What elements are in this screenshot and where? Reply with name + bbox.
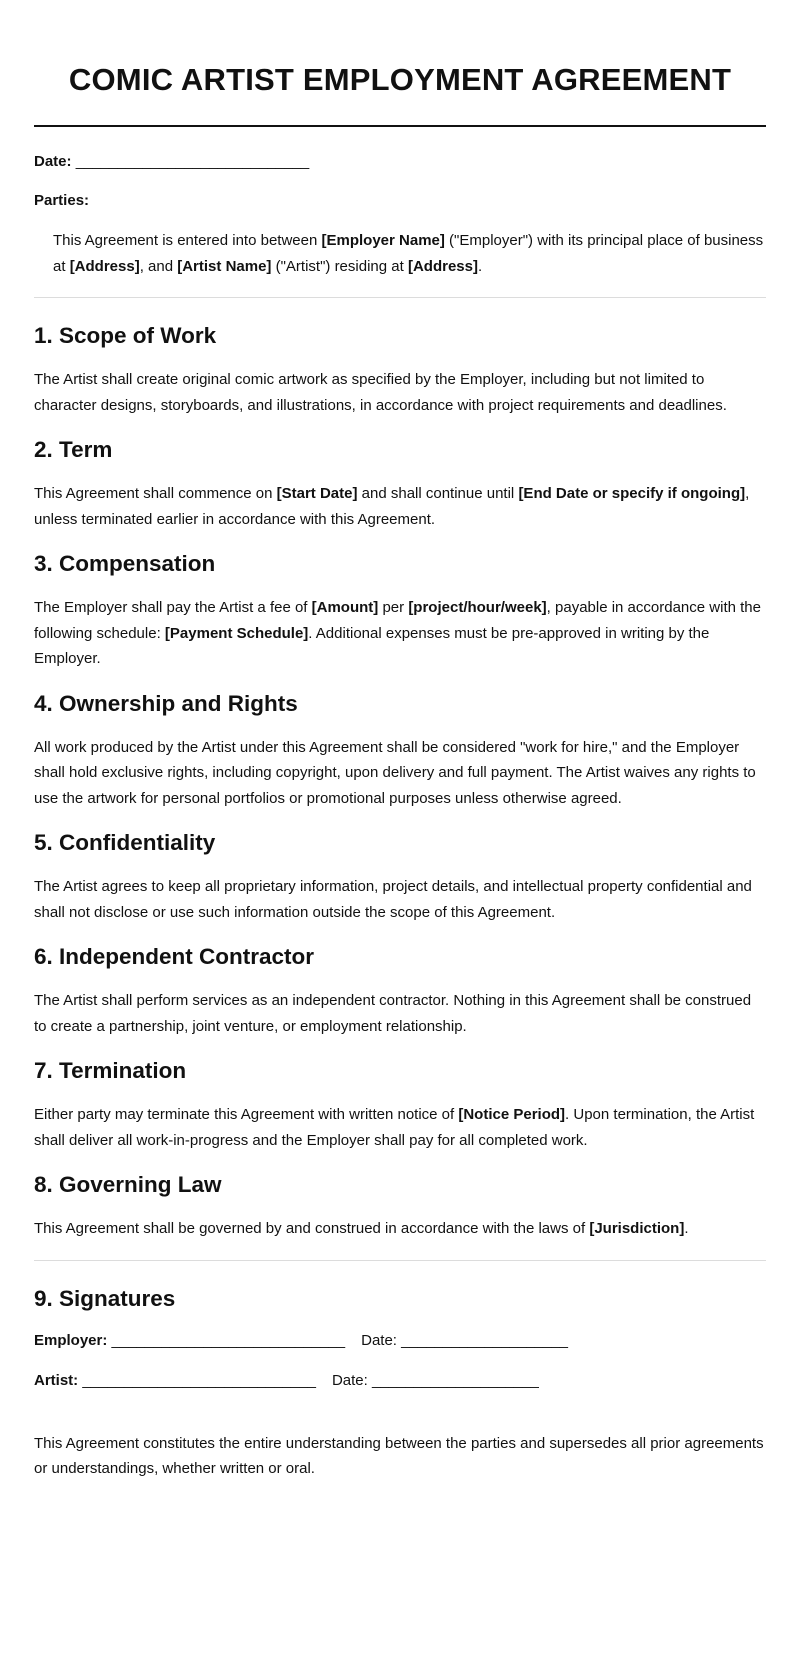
parties-text-4: ("Artist") residing at: [271, 257, 408, 275]
law-text-1: This Agreement shall be governed by and construed in accordance with the laws of: [34, 1220, 590, 1237]
section-heading-confidentiality: 5. Confidentiality: [34, 830, 216, 855]
artist-name-placeholder: [Artist Name]: [177, 257, 272, 275]
section-heading-ownership: 4. Ownership and Rights: [34, 690, 298, 716]
closing-statement: This Agreement constitutes the entire understanding between the parties and supersedes all prior agreements or understandings, whether written or oral.: [34, 1434, 764, 1477]
parties-text-2: ("Employer") with its principal place of business at: [53, 232, 764, 275]
section-text-law: [34, 1216, 766, 1242]
date-blank: ____________________________: [75, 153, 310, 170]
law-divider: [34, 1260, 766, 1261]
employer-date-blank: ____________________: [401, 1331, 569, 1349]
end-date-placeholder: [End Date or specify if ongoing]: [518, 485, 746, 502]
compensation-text-4: . Additional expenses must be pre-approved in writing by the Employer.: [34, 624, 710, 667]
employer-signature-row: [34, 1331, 766, 1351]
title-divider: [34, 125, 766, 127]
section-heading-compensation: 3. Compensation: [34, 551, 216, 576]
compensation-text-3: , payable in accordance with the following schedule:: [34, 599, 761, 642]
section-heading-signatures: 9. Signatures: [34, 1285, 176, 1311]
parties-label: Parties:: [34, 192, 90, 209]
section-heading-termination: 7. Termination: [34, 1058, 187, 1083]
termination-text-2: . Upon termination, the Artist shall deliver all work-in-progress and the Employer shall pay for all completed work.: [34, 1106, 755, 1149]
date-row: [34, 152, 766, 172]
date-label: Date:: [34, 153, 72, 170]
compensation-text-1: The Employer shall pay the Artist a fee of: [34, 599, 312, 616]
section-text-ownership: All work produced by the Artist under this Agreement shall be considered "work for hire," and the Employer shall hold exclusive rights, including copyright, upon delivery and full payment. The Artist waives any rights to use the artwork for personal portfolios or promotional purposes unless otherwise agreed.: [34, 738, 756, 807]
section-text-confidentiality: The Artist agrees to keep all proprietary information, project details, and intellectual property confidential and shall not disclose or use such information outside the scope of this Agreement.: [34, 878, 752, 921]
term-text-3: , unless terminated earlier in accordance with this Agreement.: [34, 485, 750, 528]
term-text-1: This Agreement shall commence on: [34, 485, 277, 502]
employer-signature-blank: ____________________________: [111, 1331, 346, 1349]
section-heading-law: 8. Governing Law: [34, 1172, 222, 1197]
artist-signature-row: [34, 1371, 766, 1391]
artist-signature-label: Artist:: [34, 1371, 79, 1389]
section-heading-term: 2. Term: [34, 437, 113, 462]
employer-date-label: Date:: [361, 1331, 397, 1349]
section-heading-contractor: 6. Independent Contractor: [34, 944, 315, 969]
parties-text: [34, 228, 766, 279]
parties-text-1: This Agreement is entered into between: [53, 232, 322, 249]
section-text-scope: The Artist shall create original comic artwork as specified by the Employer, including but not limited to character designs, storyboards, and illustrations, in accordance with project requirements and deadlines.: [34, 371, 727, 414]
parties-text-5: .: [477, 257, 483, 275]
notice-period-placeholder: [Notice Period]: [458, 1106, 566, 1123]
section-heading-scope: 1. Scope of Work: [34, 323, 217, 348]
parties-divider: [34, 297, 766, 298]
termination-text-1: Either party may terminate this Agreement with written notice of: [34, 1106, 459, 1123]
employer-signature-label: Employer:: [34, 1331, 108, 1349]
payment-schedule-placeholder: [Payment Schedule]: [164, 624, 309, 642]
document-title: COMIC ARTIST EMPLOYMENT AGREEMENT: [68, 62, 732, 97]
section-text-compensation: [34, 595, 766, 672]
section-text-termination: [34, 1102, 766, 1153]
section-text-term: [34, 481, 766, 532]
compensation-text-2: per: [378, 599, 409, 616]
law-text-2: .: [684, 1220, 689, 1237]
rate-unit-placeholder: [project/hour/week]: [408, 599, 547, 616]
artist-address-placeholder: [Address]: [407, 257, 478, 275]
term-text-2: and shall continue until: [357, 485, 519, 502]
jurisdiction-placeholder: [Jurisdiction]: [589, 1220, 685, 1237]
employer-name-placeholder: [Employer Name]: [321, 232, 445, 249]
employer-address-placeholder: [Address]: [69, 257, 140, 275]
artist-date-blank: ____________________: [371, 1371, 539, 1389]
artist-signature-blank: ____________________________: [82, 1371, 316, 1389]
start-date-placeholder: [Start Date]: [276, 485, 358, 502]
parties-text-3: , and: [139, 257, 178, 275]
artist-date-label: Date:: [331, 1371, 368, 1389]
amount-placeholder: [Amount]: [311, 599, 379, 616]
section-text-contractor: The Artist shall perform services as an independent contractor. Nothing in this Agreement shall be construed to create a partnership, joint venture, or employment relationship.: [34, 992, 752, 1035]
